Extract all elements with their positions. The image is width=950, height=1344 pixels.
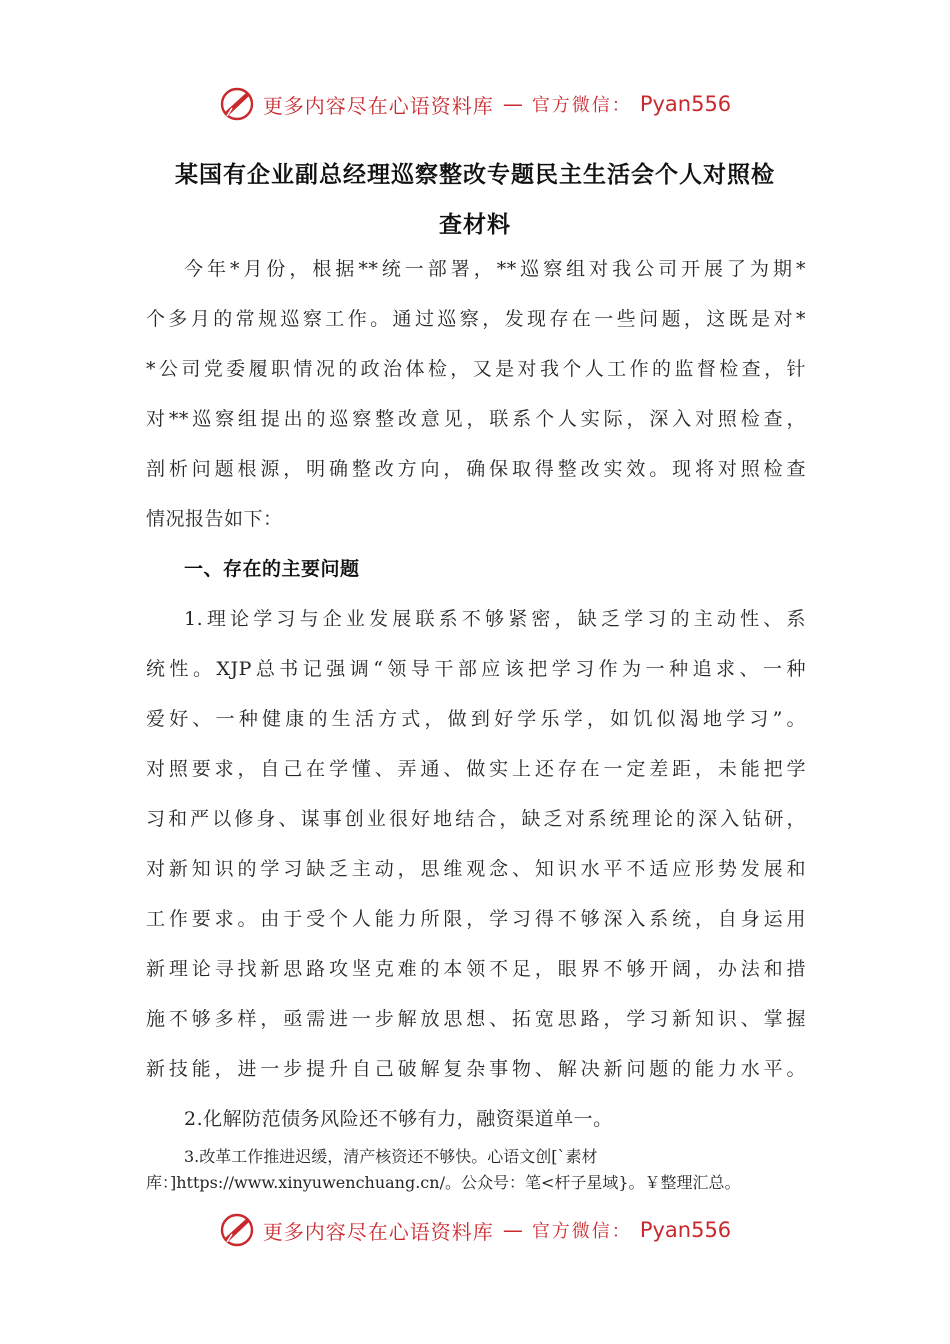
body-line: 工作要求。由于受个人能力所限，学习得不够深入系统，自身运用 (146, 908, 806, 930)
body-line: 对**巡察组提出的巡察整改意见，联系个人实际，深入对照检查， (146, 408, 806, 430)
body-line: 统性。XJP总书记强调“领导干部应该把学习作为一种追求、一种 (146, 658, 806, 680)
body-line: 对新知识的学习缺乏主动，思维观念、知识水平不适应形势发展和 (146, 858, 806, 880)
banner-separator: — (502, 92, 523, 116)
pen-logo-icon (219, 1212, 255, 1248)
banner-main-text: 更多内容尽在心语资料库 (262, 1219, 494, 1244)
header-banner[interactable] (0, 86, 950, 122)
footer-banner[interactable] (0, 1212, 950, 1248)
body-line: 施不够多样，亟需进一步解放思想、拓宽思路，学习新知识、掌握 (146, 1008, 806, 1030)
banner-wechat-id: Pyan556 (639, 1218, 732, 1242)
source-note-line-2: 库：]https://www.xinyuwenchuang.cn/。公众号：笔<杆子星域}。￥整理汇总。 (146, 1173, 741, 1192)
body-line: 剖析问题根源，明确整改方向，确保取得整改实效。现将对照检查 (146, 458, 806, 480)
section-heading: 一、存在的主要问题 (184, 558, 360, 580)
body-line: 个多月的常规巡察工作。通过巡察，发现存在一些问题，这既是对* (146, 308, 806, 330)
body-line: 习和严以修身、谋事创业很好地结合，缺乏对系统理论的深入钻研， (146, 808, 806, 830)
body-line: *公司党委履职情况的政治体检，又是对我个人工作的监督检查，针 (146, 358, 806, 380)
banner-wechat-label: 官方微信： (531, 95, 632, 116)
body-line: 2.化解防范债务风险还不够有力，融资渠道单一。 (184, 1108, 613, 1130)
body-line: 今年*月份，根据**统一部署，**巡察组对我公司开展了为期* (184, 258, 806, 280)
body-line: 新技能，进一步提升自己破解复杂事物、解决新问题的能力水平。 (146, 1058, 806, 1080)
doc-title-line-1: 某国有企业副总经理巡察整改专题民主生活会个人对照检 (175, 161, 775, 188)
banner-wechat-label: 官方微信： (531, 1221, 632, 1242)
banner-main-text: 更多内容尽在心语资料库 (262, 93, 494, 118)
body-line: 1.理论学习与企业发展联系不够紧密，缺乏学习的主动性、系 (184, 608, 806, 630)
body-line: 情况报告如下： (146, 508, 283, 530)
doc-title-line-2: 查材料 (439, 211, 511, 238)
source-note-line-1: 3.改革工作推进迟缓，清产核资还不够快。心语文创[`素材 (184, 1147, 598, 1166)
banner-wechat-id: Pyan556 (639, 92, 732, 116)
body-line: 新理论寻找新思路攻坚克难的本领不足，眼界不够开阔，办法和措 (146, 958, 806, 980)
banner-separator: — (502, 1218, 523, 1242)
body-line: 爱好、一种健康的生活方式，做到好学乐学，如饥似渴地学习”。 (146, 708, 806, 730)
body-line: 对照要求，自己在学懂、弄通、做实上还存在一定差距，未能把学 (146, 758, 806, 780)
pen-logo-icon (219, 86, 255, 122)
